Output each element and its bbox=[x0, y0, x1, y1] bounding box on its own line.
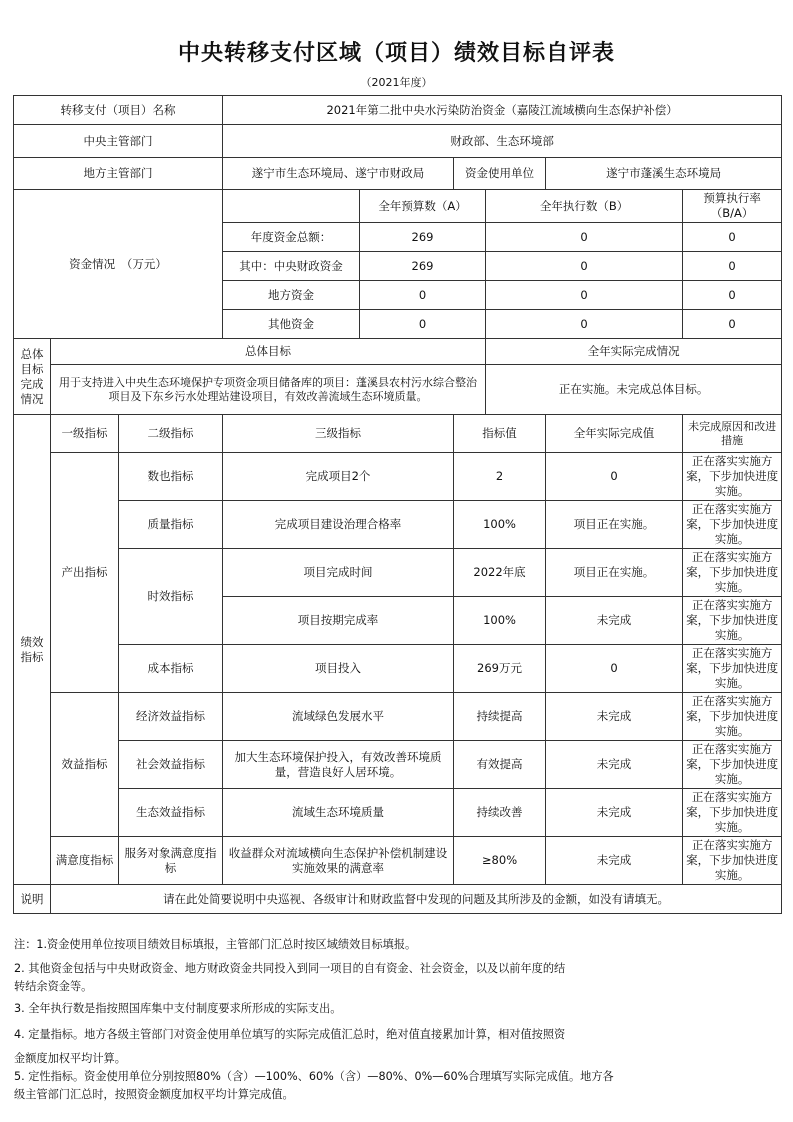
funds-row-rate: 0 bbox=[683, 223, 782, 252]
fund-unit-value: 遂宁市蓬溪生态环境局 bbox=[546, 158, 782, 190]
perf-l2-service: 服务对象满意度指标 bbox=[119, 837, 223, 885]
goal-actual-text: 正在实施。未完成总体目标。 bbox=[486, 365, 782, 415]
perf-label: 绩效指标 bbox=[14, 415, 51, 885]
perf-l2-ecological: 生态效益指标 bbox=[119, 789, 223, 837]
perf-val: 100% bbox=[454, 597, 546, 645]
funds-header-a: 全年预算数（A） bbox=[360, 190, 486, 223]
perf-val: 2022年底 bbox=[454, 549, 546, 597]
note-text: 请在此处简要说明中央巡视、各级审计和财政监督中发现的问题及其所涉及的金额，如没有请填无。 bbox=[51, 885, 782, 914]
goal-text: 用于支持进入中央生态环境保护专项资金项目储备库的项目：蓬溪县农村污水综合整治项目及下东乡污水处理站建设项目，有效改善流域生态环境质量。 bbox=[51, 365, 486, 415]
perf-actual: 未完成 bbox=[546, 741, 683, 789]
fund-unit-label: 资金使用单位 bbox=[454, 158, 546, 190]
funds-row-name: 其中：中央财政资金 bbox=[223, 252, 360, 281]
perf-actual: 项目正在实施。 bbox=[546, 501, 683, 549]
project-name-value: 2021年第二批中央水污染防治资金（嘉陵江流域横向生态保护补偿） bbox=[223, 96, 782, 125]
funds-row-a: 269 bbox=[360, 223, 486, 252]
perf-reason: 正在落实实施方案，下步加快进度实施。 bbox=[683, 549, 782, 597]
funds-corner bbox=[223, 190, 360, 223]
funds-row-rate: 0 bbox=[683, 310, 782, 339]
self-evaluation-table bbox=[13, 95, 782, 914]
page-title: 中央转移支付区域（项目）绩效目标自评表 bbox=[177, 41, 615, 66]
perf-reason: 正在落实实施方案，下步加快进度实施。 bbox=[683, 645, 782, 693]
perf-l2-timeliness: 时效指标 bbox=[119, 549, 223, 645]
perf-actual: 未完成 bbox=[546, 789, 683, 837]
funds-row-name: 地方资金 bbox=[223, 281, 360, 310]
perf-reason: 正在落实实施方案，下步加快进度实施。 bbox=[683, 837, 782, 885]
funds-label: 资金情况 （万元） bbox=[14, 190, 223, 339]
central-dept-value: 财政部、生态环境部 bbox=[223, 125, 782, 158]
perf-reason: 正在落实实施方案，下步加快进度实施。 bbox=[683, 741, 782, 789]
perf-header-val: 指标值 bbox=[454, 415, 546, 453]
funds-row-rate: 0 bbox=[683, 252, 782, 281]
goal-label: 总体目标完成情况 bbox=[14, 339, 51, 415]
footnote: 转结余资金等。 bbox=[14, 980, 93, 993]
funds-row-a: 269 bbox=[360, 252, 486, 281]
footnote: 金额度加权平均计算。 bbox=[14, 1052, 126, 1065]
perf-l2-cost: 成本指标 bbox=[119, 645, 223, 693]
perf-header-l2: 二级指标 bbox=[119, 415, 223, 453]
perf-reason: 正在落实实施方案，下步加快进度实施。 bbox=[683, 693, 782, 741]
perf-l2-quality: 质量指标 bbox=[119, 501, 223, 549]
perf-actual: 0 bbox=[546, 453, 683, 501]
perf-l3: 流域绿色发展水平 bbox=[223, 693, 454, 741]
note-label: 说明 bbox=[14, 885, 51, 914]
footnotes bbox=[14, 936, 784, 1104]
funds-row-rate: 0 bbox=[683, 281, 782, 310]
footnote: 注：1.资金使用单位按项目绩效目标填报，主管部门汇总时按区域绩效目标填报。 bbox=[14, 938, 417, 951]
perf-actual: 未完成 bbox=[546, 597, 683, 645]
perf-l1-benefit: 效益指标 bbox=[51, 693, 119, 837]
perf-reason: 正在落实实施方案，下步加快进度实施。 bbox=[683, 453, 782, 501]
perf-header-reason: 未完成原因和改进措施 bbox=[683, 415, 782, 453]
perf-l2-social: 社会效益指标 bbox=[119, 741, 223, 789]
local-dept-label: 地方主管部门 bbox=[14, 158, 223, 190]
perf-val: 2 bbox=[454, 453, 546, 501]
perf-l3: 项目按期完成率 bbox=[223, 597, 454, 645]
perf-val: 持续提高 bbox=[454, 693, 546, 741]
central-dept-label: 中央主管部门 bbox=[14, 125, 223, 158]
funds-header-rate: 预算执行率（B/A） bbox=[683, 190, 782, 223]
perf-reason: 正在落实实施方案，下步加快进度实施。 bbox=[683, 501, 782, 549]
perf-actual: 未完成 bbox=[546, 693, 683, 741]
perf-l1-output: 产出指标 bbox=[51, 453, 119, 693]
perf-val: 100% bbox=[454, 501, 546, 549]
funds-row-b: 0 bbox=[486, 252, 683, 281]
perf-l3: 项目完成时间 bbox=[223, 549, 454, 597]
funds-row-b: 0 bbox=[486, 223, 683, 252]
perf-val: 269万元 bbox=[454, 645, 546, 693]
perf-actual: 未完成 bbox=[546, 837, 683, 885]
perf-header-l1: 一级指标 bbox=[51, 415, 119, 453]
funds-row-b: 0 bbox=[486, 310, 683, 339]
footnote: 5. 定性指标。资金使用单位分别按照80%（含）—100%、60%（含）—80%、0%—60%合理填写实际完成值。地方各 bbox=[14, 1070, 614, 1083]
funds-row-name: 其他资金 bbox=[223, 310, 360, 339]
funds-row-name: 年度资金总额： bbox=[223, 223, 360, 252]
goal-header: 总体目标 bbox=[51, 339, 486, 365]
perf-actual: 0 bbox=[546, 645, 683, 693]
goal-actual-header: 全年实际完成情况 bbox=[486, 339, 782, 365]
footnote: 级主管部门汇总时，按照资金额度加权平均计算完成值。 bbox=[14, 1088, 294, 1101]
perf-l3: 流域生态环境质量 bbox=[223, 789, 454, 837]
project-name-label: 转移支付（项目）名称 bbox=[14, 96, 223, 125]
perf-l3: 项目投入 bbox=[223, 645, 454, 693]
perf-header-actual: 全年实际完成值 bbox=[546, 415, 683, 453]
funds-row-a: 0 bbox=[360, 281, 486, 310]
funds-row-b: 0 bbox=[486, 281, 683, 310]
perf-val: 持续改善 bbox=[454, 789, 546, 837]
footnote: 2. 其他资金包括与中央财政资金、地方财政资金共同投入到同一项目的自有资金、社会资金，以及以前年度的结 bbox=[14, 962, 566, 975]
perf-l3: 加大生态环境保护投入，有效改善环境质量，营造良好人居环境。 bbox=[223, 741, 454, 789]
perf-l1-satisfaction: 满意度指标 bbox=[51, 837, 119, 885]
year-label: （2021年度） bbox=[360, 76, 433, 89]
perf-l3: 完成项目建设治理合格率 bbox=[223, 501, 454, 549]
perf-actual: 项目正在实施。 bbox=[546, 549, 683, 597]
perf-reason: 正在落实实施方案，下步加快进度实施。 bbox=[683, 789, 782, 837]
perf-reason: 正在落实实施方案，下步加快进度实施。 bbox=[683, 597, 782, 645]
perf-l3: 收益群众对流域横向生态保护补偿机制建设实施效果的满意率 bbox=[223, 837, 454, 885]
perf-val: 有效提高 bbox=[454, 741, 546, 789]
perf-val: ≥80% bbox=[454, 837, 546, 885]
footnote: 3. 全年执行数是指按照国库集中支付制度要求所形成的实际支出。 bbox=[14, 1002, 342, 1015]
perf-l3: 完成项目2个 bbox=[223, 453, 454, 501]
funds-header-b: 全年执行数（B） bbox=[486, 190, 683, 223]
funds-row-a: 0 bbox=[360, 310, 486, 339]
footnote: 4. 定量指标。地方各级主管部门对资金使用单位填写的实际完成值汇总时，绝对值直接累加计算，相对值按照资 bbox=[14, 1028, 566, 1041]
perf-l2-quantity: 数也指标 bbox=[119, 453, 223, 501]
perf-l2-economic: 经济效益指标 bbox=[119, 693, 223, 741]
perf-header-l3: 三级指标 bbox=[223, 415, 454, 453]
local-dept-value: 遂宁市生态环境局、遂宁市财政局 bbox=[223, 158, 454, 190]
